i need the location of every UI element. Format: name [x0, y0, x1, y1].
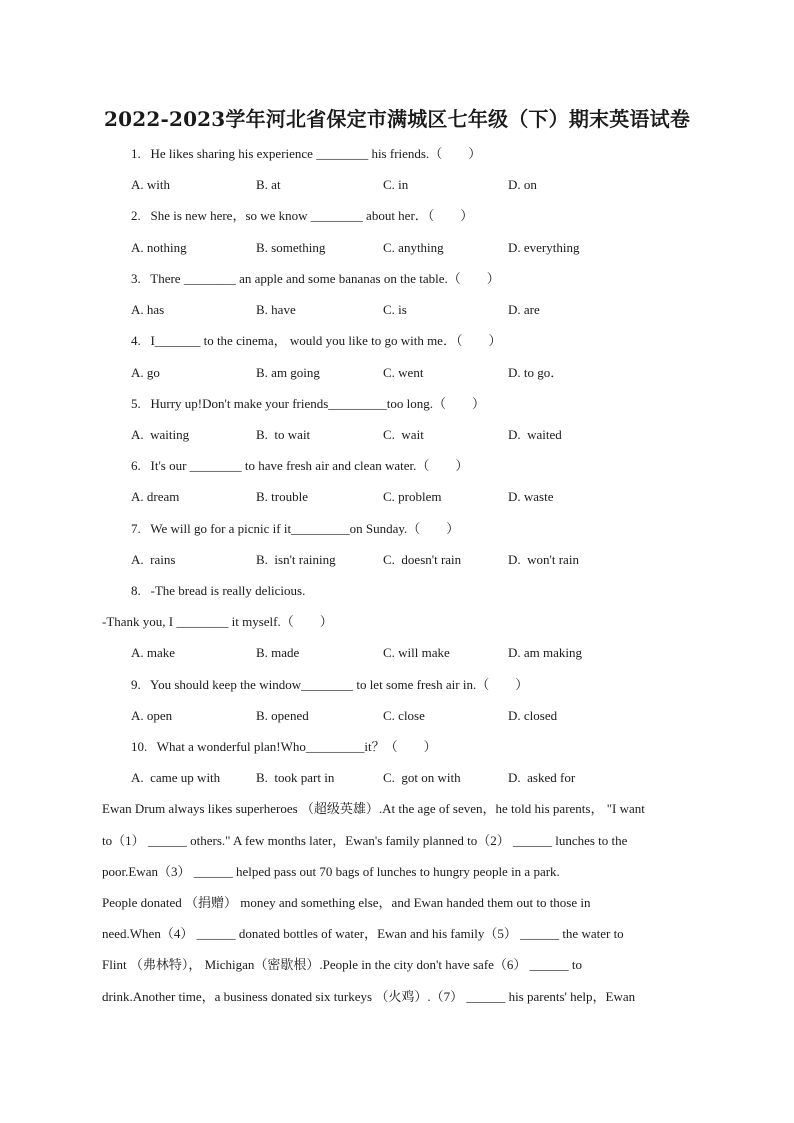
question-8-stem: 8. -The bread is really delicious.	[131, 583, 306, 598]
question-1-option-c: C. in	[383, 177, 409, 192]
question-1-option-b: B. at	[256, 177, 281, 192]
question-3-option-c: C. is	[383, 302, 407, 317]
question-4-option-d: D. to go．	[508, 365, 564, 380]
question-6-option-d: D. waste	[508, 489, 554, 504]
question-5-option-a: A. waiting	[131, 427, 190, 442]
question-2-stem: 2. She is new here，so we know ________ about her．（ ）	[131, 208, 474, 223]
question-1-stem: 1. He likes sharing his experience ________ his friends.（ ）	[131, 146, 482, 161]
passage-line: need.When（4） ______ donated bottles of water，Ewan and his family（5） ______ the water to	[102, 926, 624, 941]
question-9-option-c: C. close	[383, 708, 425, 723]
question-7-option-b: B. isn't raining	[256, 552, 336, 567]
question-4-option-a: A. go	[131, 365, 160, 380]
question-6-stem: 6. It's our ________ to have fresh air and clean water.（ ）	[131, 458, 469, 473]
question-5-option-b: B. to wait	[256, 427, 311, 442]
question-7-option-c: C. doesn't rain	[383, 552, 462, 567]
question-10-option-b: B. took part in	[256, 770, 335, 785]
question-4-option-b: B. am going	[256, 365, 320, 380]
question-3-option-b: B. have	[256, 302, 296, 317]
question-7-option-a: A. rains	[131, 552, 176, 567]
question-5-option-c: C. wait	[383, 427, 424, 442]
question-9-option-a: A. open	[131, 708, 173, 723]
question-10-option-a: A. came up with	[131, 770, 221, 785]
question-10-option-d: D. asked for	[508, 770, 576, 785]
question-10-option-c: C. got on with	[383, 770, 461, 785]
question-4-stem: 4. I_______ to the cinema， would you like to go with me．（ ）	[131, 333, 502, 348]
question-8-option-b: B. made	[256, 645, 300, 660]
question-7-stem: 7. We will go for a picnic if it_________on Sunday.（ ）	[131, 521, 460, 536]
passage-line: drink.Another time，a business donated six turkeys （火鸡）.（7） ______ his parents' help，Ewan	[102, 989, 636, 1004]
question-2-option-c: C. anything	[383, 240, 444, 255]
question-8-option-a: A. make	[131, 645, 176, 660]
question-5-stem: 5. Hurry up!Don't make your friends_________too long.（ ）	[131, 396, 486, 411]
question-2-option-a: A. nothing	[131, 240, 187, 255]
question-3-option-d: D. are	[508, 302, 540, 317]
question-8-option-c: C. will make	[383, 645, 450, 660]
question-9-option-d: D. closed	[508, 708, 558, 723]
question-8-option-d: D. am making	[508, 645, 583, 660]
question-10-stem: 10. What a wonderful plan!Who_________it？（ ）	[131, 739, 437, 754]
question-2-option-b: B. something	[256, 240, 326, 255]
page-title: 2022-2023学年河北省保定市满城区七年级（下）期末英语试卷	[103, 107, 691, 131]
question-3-stem: 3. There ________ an apple and some bananas on the table.（ ）	[131, 271, 500, 286]
question-9-stem: 9. You should keep the window________ to let some fresh air in.（ ）	[131, 677, 529, 692]
question-6-option-b: B. trouble	[256, 489, 308, 504]
passage-line: Flint （弗林特）， Michigan（密歇根）.People in the city don't have safe（6） ______ to	[102, 957, 583, 972]
question-6-option-c: C. problem	[383, 489, 442, 504]
question-2-option-d: D. everything	[508, 240, 580, 255]
passage-line: Ewan Drum always likes superheroes （超级英雄）.At the age of seven，he told his parents， "I want	[102, 801, 645, 816]
passage-line: poor.Ewan（3） ______ helped pass out 70 bags of lunches to hungry people in a park.	[102, 864, 560, 879]
question-7-option-d: D. won't rain	[508, 552, 579, 567]
question-8-stem-reply: -Thank you, I ________ it myself.（ ）	[102, 614, 333, 629]
question-1-option-a: A. with	[131, 177, 170, 192]
question-6-option-a: A. dream	[131, 489, 180, 504]
passage-line: People donated （捐赠） money and something else，and Ewan handed them out to those in	[102, 895, 591, 910]
question-9-option-b: B. opened	[256, 708, 309, 723]
passage-line: to（1） ______ others." A few months later，Ewan's family planned to（2） ______ lunches to the	[102, 833, 628, 848]
question-4-option-c: C. went	[383, 365, 424, 380]
question-1-option-d: D. on	[508, 177, 537, 192]
question-5-option-d: D. waited	[508, 427, 562, 442]
question-3-option-a: A. has	[131, 302, 165, 317]
